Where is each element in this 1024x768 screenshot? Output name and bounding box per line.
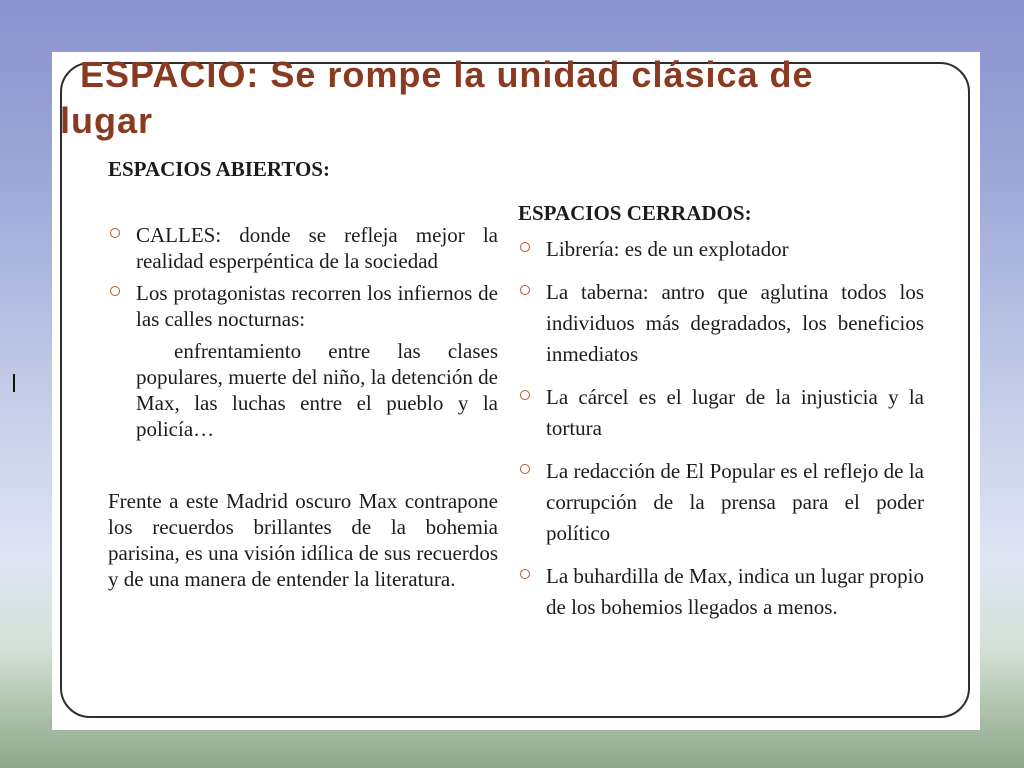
sub-paragraph-text: enfrentamiento entre las clases populares, muerte del niño, la detención de Max, las luchas entre el pueblo y la policía… [136,339,498,441]
title-line-2: lugar [60,100,154,141]
list-item [518,277,924,370]
circle-bullet-icon [520,285,530,295]
circle-bullet-icon [520,569,530,579]
list-item [108,280,498,332]
circle-bullet-icon [110,228,120,238]
list-item-text: La buhardilla de Max, indica un lugar propio de los bohemios llegados a menos. [546,564,924,619]
circle-bullet-icon [520,390,530,400]
circle-bullet-icon [520,242,530,252]
closed-spaces-list [518,234,924,623]
closed-spaces-column [518,200,924,635]
list-item [518,456,924,549]
text-cursor-icon [13,374,15,392]
closing-paragraph-text: Frente a este Madrid oscuro Max contrapone los recuerdos brillantes de la bohemia parisina, es una visión idílica de sus recuerdos y de una manera de entender la literatura. [108,489,498,591]
list-item-text: Librería: es de un explotador [546,237,789,261]
closed-spaces-heading: ESPACIOS CERRADOS: [518,201,752,225]
sub-paragraph [108,338,498,442]
open-spaces-column [108,156,498,592]
open-spaces-heading: ESPACIOS ABIERTOS: [108,157,330,181]
list-item-text: Los protagonistas recorren los infiernos de las calles nocturnas: [136,281,498,331]
title-line-1: ESPACIO: Se rompe la unidad clásica de [80,54,814,95]
list-item [518,234,924,265]
list-item [518,382,924,444]
list-item [108,222,498,274]
list-item-text: La taberna: antro que aglutina todos los individuos más degradados, los beneficios inmediatos [546,280,924,366]
closing-paragraph [108,488,498,592]
slide-title [60,52,960,144]
list-item-text: La cárcel es el lugar de la injusticia y la tortura [546,385,924,440]
circle-bullet-icon [520,464,530,474]
list-item-text: La redacción de El Popular es el reflejo de la corrupción de la prensa para el poder político [546,459,924,545]
slide [52,52,980,730]
list-item [518,561,924,623]
circle-bullet-icon [110,286,120,296]
list-item-text: CALLES: donde se refleja mejor la realidad esperpéntica de la sociedad [136,223,498,273]
open-spaces-list [108,222,498,332]
